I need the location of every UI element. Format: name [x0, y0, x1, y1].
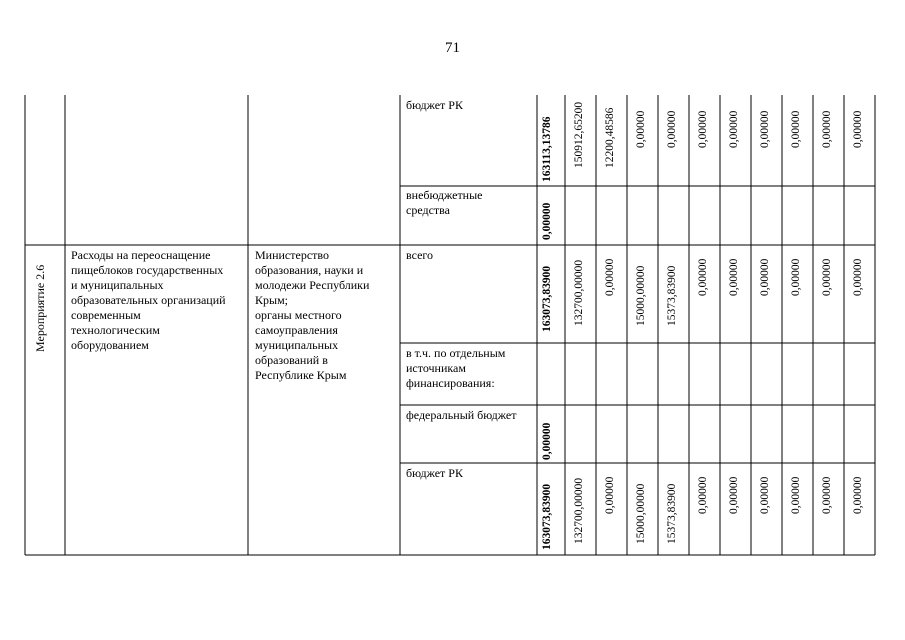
year-value: 0,00000 — [604, 476, 616, 514]
year-value: 0,00000 — [790, 110, 802, 148]
source-label: бюджет РК — [406, 466, 463, 480]
page-number: 71 — [445, 40, 460, 56]
year-value: 0,00000 — [821, 476, 833, 514]
year-value: 0,00000 — [728, 476, 740, 514]
year-value: 0,00000 — [759, 258, 771, 296]
source-label: в т.ч. по отдельным — [406, 346, 506, 360]
measure-executor: Республике Крым — [255, 368, 347, 382]
source-label: бюджет РК — [406, 98, 463, 112]
measure-description: оборудованием — [71, 338, 149, 352]
year-value: 0,00000 — [790, 258, 802, 296]
measure-description: современным — [71, 308, 141, 322]
total-value: 0,00000 — [541, 422, 553, 460]
year-value: 0,00000 — [790, 476, 802, 514]
year-value: 0,00000 — [852, 110, 864, 148]
measure-description: образовательных организаций — [71, 293, 226, 307]
year-value: 0,00000 — [821, 258, 833, 296]
source-label: федеральный бюджет — [406, 408, 517, 422]
year-value: 132700,00000 — [573, 477, 585, 544]
measure-description: пищеблоков государственных — [71, 263, 224, 277]
year-value: 12200,48586 — [604, 107, 616, 168]
measure-executor: Крым; — [255, 293, 288, 307]
source-label: средства — [406, 203, 451, 217]
year-value: 0,00000 — [759, 110, 771, 148]
year-value: 0,00000 — [666, 110, 678, 148]
year-value: 0,00000 — [852, 476, 864, 514]
year-value: 0,00000 — [697, 258, 709, 296]
measure-description: технологическим — [71, 323, 160, 337]
year-value: 0,00000 — [697, 476, 709, 514]
measure-label: Мероприятие 2.6 — [33, 264, 47, 352]
year-value: 15000,00000 — [635, 265, 647, 326]
total-value: 163113,13786 — [541, 116, 553, 182]
measure-executor: Министерство — [255, 248, 329, 262]
year-value: 0,00000 — [635, 110, 647, 148]
source-label: всего — [406, 248, 434, 262]
year-value: 0,00000 — [604, 258, 616, 296]
year-value: 0,00000 — [821, 110, 833, 148]
measure-executor: самоуправления — [255, 323, 338, 337]
measure-description: Расходы на переоснащение — [71, 248, 211, 262]
total-value: 0,00000 — [541, 202, 553, 240]
source-label: внебюджетные — [406, 188, 483, 202]
measure-executor: молодежи Республики — [255, 278, 370, 292]
measure-executor: образований в — [255, 353, 328, 367]
year-value: 0,00000 — [697, 110, 709, 148]
year-value: 0,00000 — [728, 258, 740, 296]
measure-executor: органы местного — [255, 308, 342, 322]
year-value: 0,00000 — [728, 110, 740, 148]
year-value: 0,00000 — [852, 258, 864, 296]
year-value: 150912,65200 — [573, 101, 585, 168]
year-value: 0,00000 — [759, 476, 771, 514]
measure-executor: образования, науки и — [255, 263, 364, 277]
total-value: 163073,83900 — [541, 265, 553, 332]
year-value: 132700,00000 — [573, 259, 585, 326]
source-label: источникам — [406, 361, 466, 375]
measure-description: и муниципальных — [71, 278, 164, 292]
source-label: финансирования: — [406, 376, 495, 390]
year-value: 15373,83900 — [666, 265, 678, 326]
total-value: 163073,83900 — [541, 483, 553, 550]
year-value: 15373,83900 — [666, 483, 678, 544]
measure-executor: муниципальных — [255, 338, 339, 352]
year-value: 15000,00000 — [635, 483, 647, 544]
